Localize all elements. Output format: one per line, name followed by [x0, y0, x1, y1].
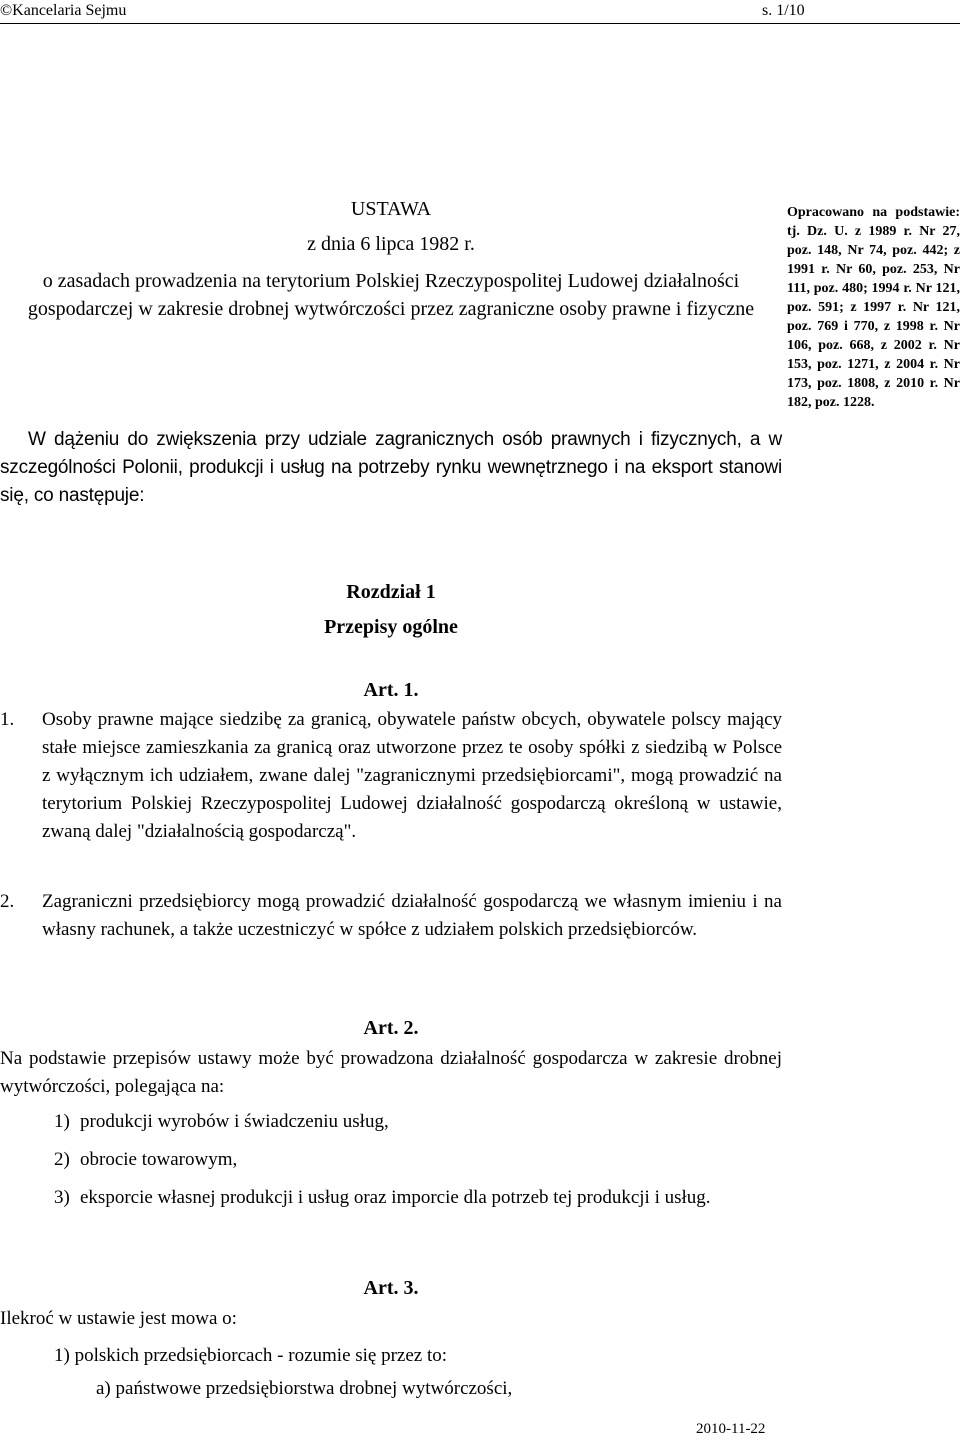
header-rule: [0, 23, 960, 24]
art1-paragraph-2: [0, 888, 782, 944]
art2-list: [54, 1108, 782, 1212]
header-copyright: ©Kancelaria Sejmu: [0, 2, 127, 19]
art2-intro: Na podstawie przepisów ustawy może być prowadzona działalność gospodarcza w zakresie drobnej wytwórczości, polegająca na:: [0, 1048, 782, 1097]
art1-p1-number: 1.: [0, 709, 15, 730]
list-item-letter: a): [96, 1378, 111, 1399]
art3-intro: Ilekroć w ustawie jest mowa o:: [0, 1308, 237, 1329]
art1-p1-text: Osoby prawne mające siedzibę za granicą, obywatele państw obcych, obywatele polscy mający stałe miejsce zamieszkania za granicą oraz utworzone przez te osoby spółki z siedzibą w Polsce z wyłącznym ich udziałem, zwane dalej "zagranicznymi przedsiębiorcami", mogą prowadzić na terytorium Polskiej Rzeczypospolitej Ludowej działalność gospodarczą określoną w ustawie, zwaną dalej "działalnością gospodarczą".: [42, 709, 782, 842]
list-item-text: polskich przedsiębiorcach - rozumie się przez to:: [74, 1345, 448, 1366]
footer-date: 2010-11-22: [696, 1421, 766, 1437]
art1-paragraph-1: [0, 706, 782, 846]
list-item-text: produkcji wyrobów i świadczeniu usług,: [80, 1111, 389, 1132]
list-item: [54, 1184, 782, 1212]
list-item: [54, 1108, 782, 1136]
art1-title: Art. 1.: [363, 679, 419, 701]
act-date: z dnia 6 lipca 1982 r.: [307, 233, 475, 255]
list-item-text: obrocie towarowym,: [80, 1149, 238, 1170]
list-item-text: eksporcie własnej produkcji i usług oraz imporcie dla potrzeb tej produkcji i usług.: [80, 1187, 711, 1208]
art3-subitem-a: [96, 1375, 782, 1403]
chapter-title: Przepisy ogólne: [324, 616, 458, 638]
source-note: Opracowano na podstawie: tj. Dz. U. z 1989 r. Nr 27, poz. 148, Nr 74, poz. 442; z 1991 r. Nr 60, poz. 253, Nr 111, poz. 480; 1994 r. Nr 121, poz. 591; z 1997 r. Nr 121, poz. 769 i 770, z 1998 r. Nr 106, poz. 668, z 2002 r. Nr 153, poz. 1271, z 2004 r. Nr 173, poz. 1808, z 2010 r. Nr 182, poz. 1228.: [787, 205, 960, 410]
list-item-number: 1): [54, 1345, 70, 1366]
list-item: [54, 1146, 782, 1174]
list-item-number: 3): [54, 1187, 70, 1208]
header-page-number: s. 1/10: [762, 2, 805, 19]
act-type-title: USTAWA: [350, 198, 432, 220]
list-item-text: państwowe przedsiębiorstwa drobnej wytwórczości,: [115, 1378, 513, 1399]
art2-title: Art. 2.: [363, 1017, 419, 1039]
preamble: W dążeniu do zwiększenia przy udziale zagranicznych osób prawnych i fizycznych, a w szczególności Polonii, produkcji i usług na potrzeby rynku wewnętrznego i na eksport stanowi się, co następuje:: [0, 429, 782, 506]
chapter-number: Rozdział 1: [346, 581, 436, 603]
list-item-number: 2): [54, 1149, 70, 1170]
art3-title: Art. 3.: [363, 1277, 419, 1299]
art1-p2-number: 2.: [0, 891, 15, 912]
art1-p2-text: Zagraniczni przedsiębiorcy mogą prowadzić działalność gospodarczą we własnym imieniu i na własny rachunek, a także uczestniczyć w spółce z udziałem polskich przedsiębiorców.: [42, 891, 782, 940]
list-item-number: 1): [54, 1111, 70, 1132]
act-subject: o zasadach prowadzenia na terytorium Polskiej Rzeczypospolitej Ludowej działalności gospodarczej w zakresie drobnej wytwórczości przez zagraniczne osoby prawne i fizyczne: [27, 270, 755, 320]
art3-item-1: [54, 1342, 782, 1370]
